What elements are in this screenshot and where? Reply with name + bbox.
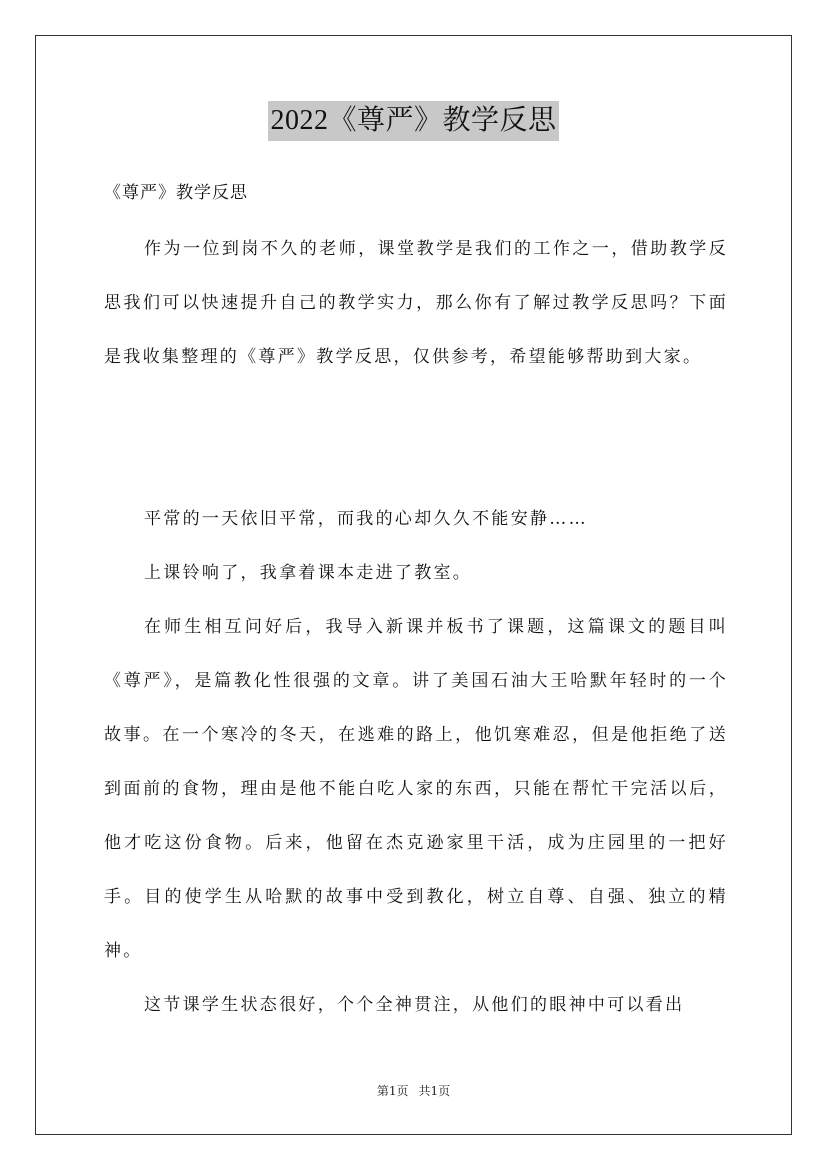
page-footer [0, 1081, 827, 1101]
paragraph-student-state: 这节课学生状态很好，个个全神贯注，从他们的眼神中可以看出 [144, 995, 685, 1015]
document-title: 2022《尊严》教学反思 [268, 101, 558, 141]
paragraph-intro: 作为一位到岗不久的老师，课堂教学是我们的工作之一，借助教学反思我们可以快速提升自己的教学实力，那么你有了解过教学反思吗？下面是我收集整理的《尊严》教学反思，仅供参考，希望能够帮助到大家。 [104, 239, 728, 367]
page-number: 第1页 [376, 1084, 409, 1098]
paragraph-class-bell: 上课铃响了，我拿着课本走进了教室。 [144, 563, 473, 583]
paragraph-lesson-story: 在师生相互问好后，我导入新课并板书了课题，这篇课文的题目叫《尊严》，是篇教化性很强的文章。讲了美国石油大王哈默年轻时的一个故事。在一个寒冷的冬天，在逃难的路上，他饥寒难忍，但是他拒绝了送到面前的食物，理由是他不能白吃人家的东西，只能在帮忙干完活以后，他才吃这份食物。后来，他留在杰克逊家里干活，成为庄园里的一把好手。目的使学生从哈默的故事中受到教化，树立自尊、自强、独立的精神。 [104, 617, 728, 961]
title-container [0, 101, 827, 141]
document-subtitle: 《尊严》教学反思 [104, 183, 248, 203]
paragraph-ordinary-day: 平常的一天依旧平常，而我的心却久久不能安静…… [144, 509, 588, 529]
page-total: 共1页 [418, 1084, 451, 1098]
